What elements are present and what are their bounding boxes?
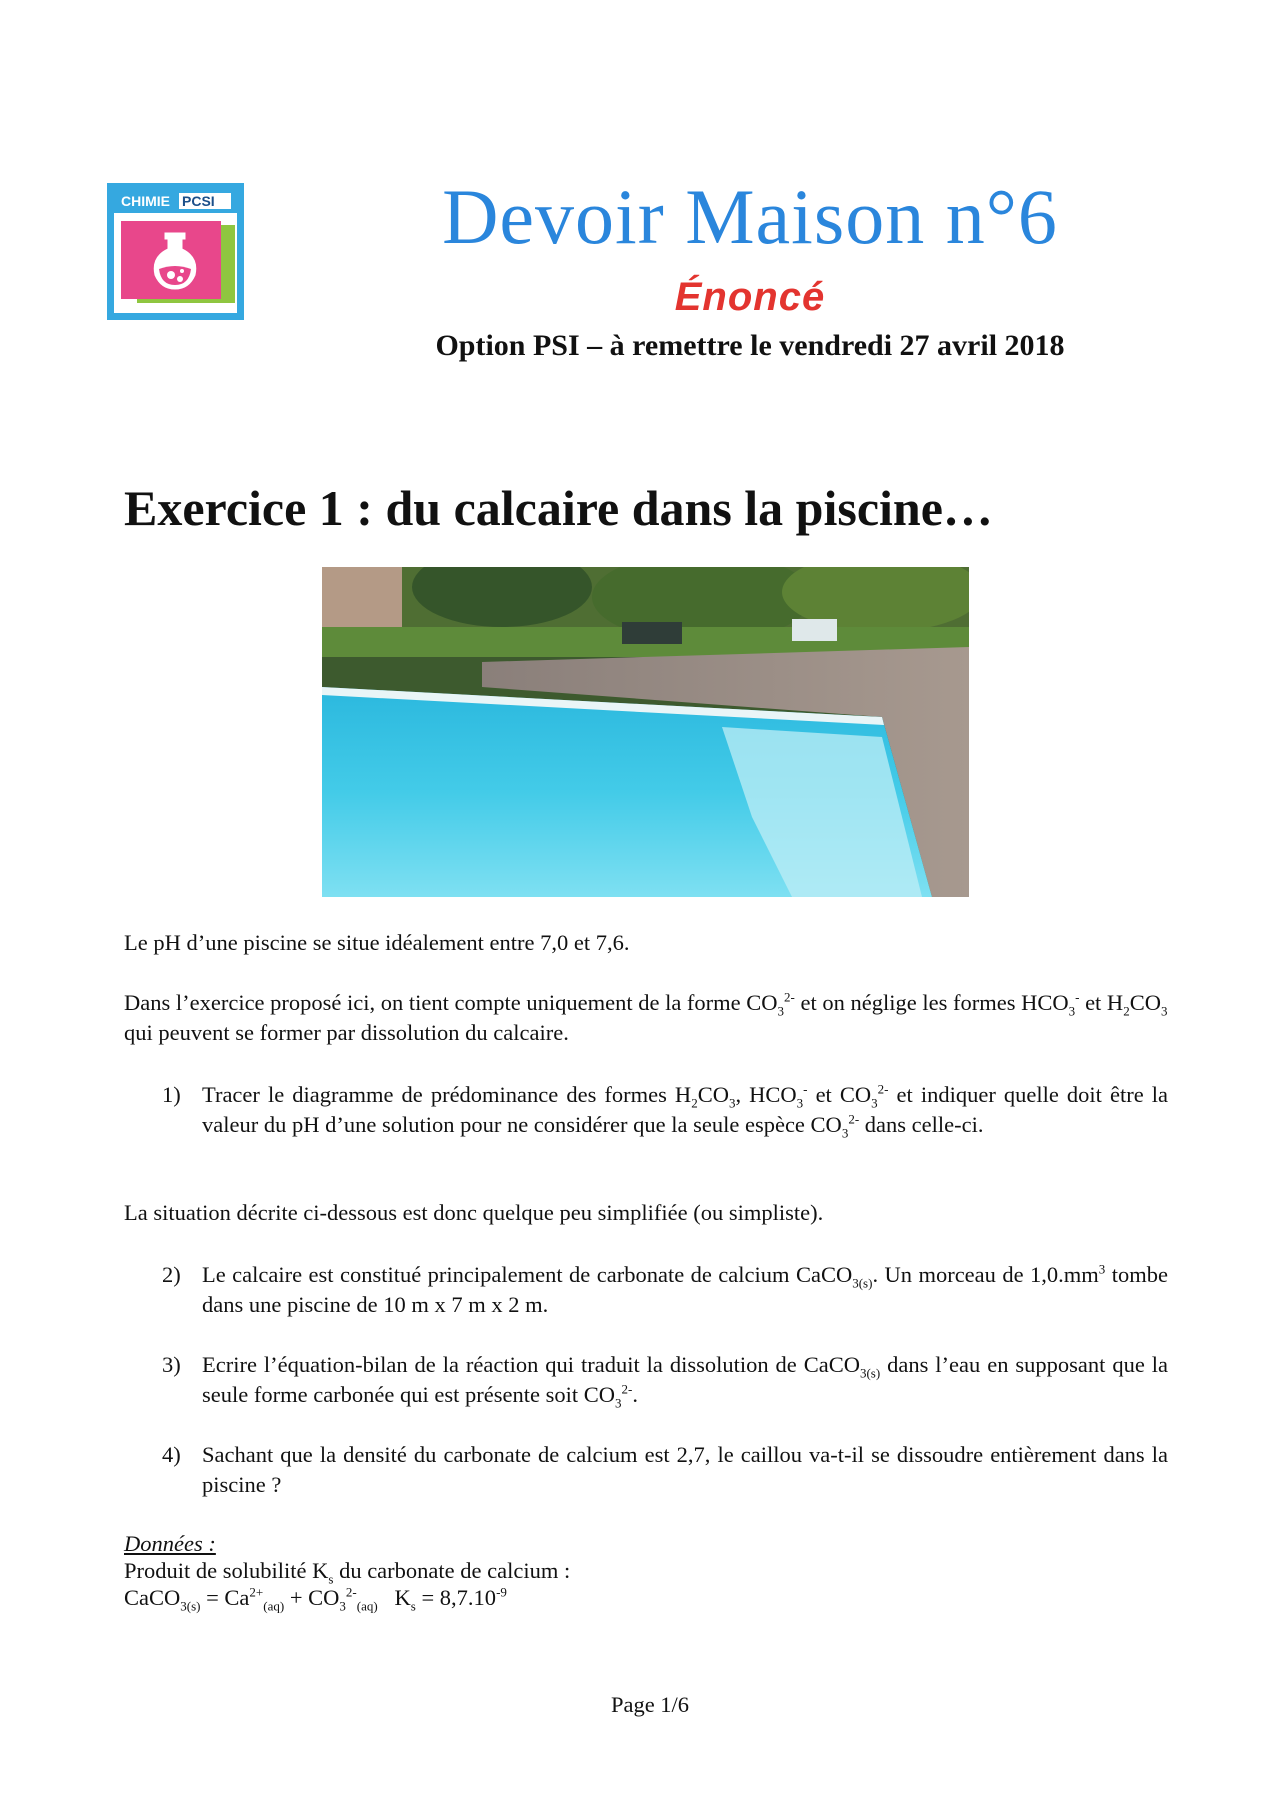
superscript: 2- xyxy=(877,1081,889,1097)
text-run: qui peuvent se former par dissolution du calcaire. xyxy=(124,1020,569,1045)
question-body: Sachant que la densité du carbonate de calcium est 2,7, le caillou va-t-il se dissoudre entièrement dans la piscine ? xyxy=(202,1442,1168,1497)
chimie-pcsi-logo xyxy=(107,183,244,320)
pool-photo xyxy=(322,567,969,897)
subscript: 3 xyxy=(615,1395,622,1411)
page-title: Devoir Maison n°6 xyxy=(442,173,1058,260)
superscript: 2- xyxy=(848,1111,860,1127)
text-run: . xyxy=(632,1382,638,1407)
subscript: 3(s) xyxy=(180,1598,201,1614)
subscript: (aq) xyxy=(263,1598,285,1614)
text-run: CO xyxy=(1129,990,1161,1015)
intro-text-1: Le pH d’une piscine se situe idéalement entre 7,0 et 7,6. xyxy=(124,930,630,955)
text-run: Dans l’exercice proposé ici, on tient compte uniquement de la forme CO xyxy=(124,990,778,1015)
subscript: 3 xyxy=(871,1095,878,1111)
text-run: du carbonate de calcium : xyxy=(333,1558,571,1583)
text-run: Tracer le diagramme de prédominance des formes H xyxy=(202,1082,692,1107)
solubility-line xyxy=(124,1557,1174,1587)
text-run: dans celle-ci. xyxy=(859,1112,984,1137)
question-number: 1) xyxy=(162,1082,181,1107)
subscript: 3 xyxy=(1160,1003,1168,1019)
intro-paragraph-2 xyxy=(124,988,1172,1048)
data-section xyxy=(124,1530,1174,1614)
text-run: CO xyxy=(697,1082,729,1107)
subscript: 2 xyxy=(691,1095,698,1111)
intro-paragraph-1 xyxy=(124,928,1174,958)
subscript: 2 xyxy=(1123,1003,1130,1019)
exercise-title: Exercice 1 : du calcaire dans la piscine… xyxy=(124,480,993,536)
subscript: 3 xyxy=(339,1598,346,1614)
subscript: 3 xyxy=(777,1003,785,1019)
text-run: et CO xyxy=(807,1082,872,1107)
text-run: + CO xyxy=(284,1585,340,1610)
superscript: 2+ xyxy=(249,1584,264,1600)
text-run: et H xyxy=(1079,990,1124,1015)
text-run: = Ca xyxy=(200,1585,250,1610)
question-number: 2) xyxy=(162,1262,181,1287)
subscript: 3 xyxy=(728,1095,736,1111)
logo-text-chimie: CHIMIE xyxy=(121,193,170,209)
subscript: 3 xyxy=(796,1095,804,1111)
superscript: 2- xyxy=(784,989,795,1005)
text-run: tombe dans une piscine de 10 m x 7 m x 2 m. xyxy=(202,1262,1168,1317)
subscript: 3(s) xyxy=(852,1275,873,1291)
question-body xyxy=(202,1350,1168,1410)
text-run: et indiquer quelle doit être la valeur du pH d’une solution pour ne considérer que la seule espèce CO xyxy=(202,1082,1168,1137)
text-run: . Un morceau de 1,0.mm xyxy=(872,1262,1099,1287)
subscript: 3 xyxy=(841,1125,849,1141)
text-run: Le calcaire est constitué principalement de carbonate de calcium CaCO xyxy=(202,1262,853,1287)
subscript: s xyxy=(410,1598,416,1614)
question-body xyxy=(202,1260,1168,1320)
superscript: - xyxy=(803,1081,808,1097)
subscript: (aq) xyxy=(356,1598,378,1614)
situation-text: La situation décrite ci-dessous est donc quelque peu simplifiée (ou simpliste). xyxy=(124,1200,824,1225)
subscript: 3(s) xyxy=(859,1365,881,1381)
text-run: Produit de solubilité K xyxy=(124,1558,329,1583)
situation-paragraph xyxy=(124,1198,1174,1228)
text-run: dans l’eau en supposant que la seule forme carbonée qui est présente soit CO xyxy=(202,1352,1169,1407)
superscript: 2- xyxy=(345,1584,357,1600)
question-number: 4) xyxy=(162,1442,181,1467)
text-run: = 8,7.10 xyxy=(415,1585,497,1610)
data-heading: Données : xyxy=(124,1531,216,1556)
superscript: 2- xyxy=(621,1381,633,1397)
subscript: s xyxy=(328,1571,334,1587)
subscript: 3 xyxy=(1068,1003,1076,1019)
due-date-line: Option PSI – à remettre le vendredi 27 avril 2018 xyxy=(435,329,1065,362)
page-subtitle: Énoncé xyxy=(674,275,826,319)
question-body xyxy=(202,1080,1168,1140)
superscript: 3 xyxy=(1098,1261,1106,1277)
logo-text-pcsi: PCSI xyxy=(182,193,215,209)
text-run: K xyxy=(377,1585,411,1610)
text-run: Ecrire l’équation-bilan de la réaction qui traduit la dissolution de CaCO xyxy=(202,1352,860,1377)
superscript: - xyxy=(1075,989,1080,1005)
superscript: -9 xyxy=(496,1584,507,1600)
text-run: CaCO xyxy=(124,1585,181,1610)
page-number: Page 1/6 xyxy=(610,1692,690,1717)
text-run: , HCO xyxy=(735,1082,797,1107)
solubility-equation xyxy=(124,1584,1174,1614)
text-run: et on néglige les formes HCO xyxy=(794,990,1069,1015)
question-number: 3) xyxy=(162,1352,181,1377)
